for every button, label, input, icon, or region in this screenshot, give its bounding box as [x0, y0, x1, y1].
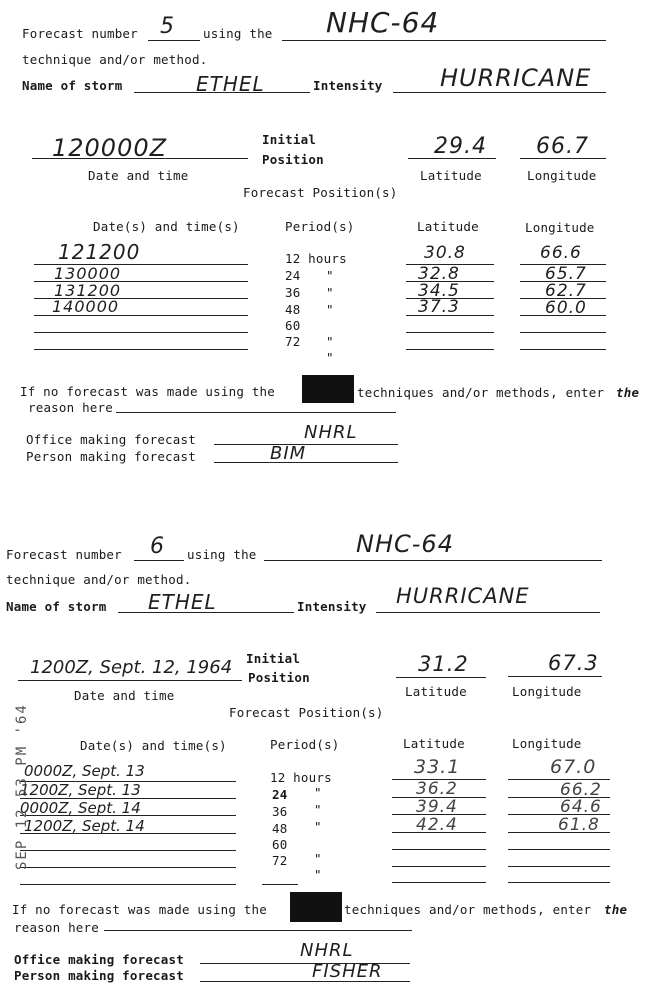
position-label: Position: [248, 670, 310, 685]
periods-header: Period(s): [285, 219, 355, 234]
ditto-mark: ": [314, 819, 322, 834]
initial-datetime-value: 120000Z: [52, 134, 168, 162]
no-forecast-text-2: techniques and/or methods, enter: [357, 385, 605, 400]
row-datetime: 1200Z, Sept. 13: [20, 781, 141, 799]
dates-times-header: Date(s) and time(s): [93, 219, 240, 234]
intensity-label: Intensity: [313, 78, 383, 93]
date-stamp: SEP 12 53 PM '64: [14, 703, 30, 870]
initial-longitude-value: 67.3: [548, 651, 599, 675]
period-label: 24: [285, 268, 301, 283]
reason-label: reason here: [14, 920, 99, 935]
technique-label: technique and/or method.: [22, 52, 208, 67]
ditto-mark: ": [326, 285, 334, 300]
row-datetime: 130000: [54, 264, 122, 283]
row-longitude: 67.0: [550, 756, 597, 778]
period-label: 12 hours: [270, 770, 332, 785]
initial-label: Initial: [262, 132, 317, 147]
forecast-number-value: 5: [160, 14, 175, 39]
ditto-mark: ": [314, 785, 322, 800]
forecast-number-label: Forecast number: [22, 26, 138, 41]
intensity-value: HURRICANE: [440, 64, 592, 92]
row-datetime: 131200: [54, 281, 122, 300]
reason-label: reason here: [28, 400, 113, 415]
period-label: 60: [285, 318, 301, 333]
using-the-label: using the: [187, 547, 257, 562]
row-longitude: 66.2: [560, 780, 602, 800]
row-latitude: 32.8: [418, 264, 460, 284]
latitude-label: Latitude: [420, 168, 482, 183]
redaction-blot: [290, 892, 342, 922]
row-latitude: 39.4: [416, 797, 458, 817]
initial-longitude-value: 66.7: [536, 134, 589, 159]
date-and-time-label: Date and time: [88, 168, 189, 183]
longitude-header: Longitude: [512, 736, 582, 751]
no-forecast-text-2: techniques and/or methods, enter: [344, 902, 592, 917]
row-latitude: 42.4: [416, 815, 458, 835]
ditto-mark: ": [314, 802, 322, 817]
intensity-label: Intensity: [297, 599, 367, 614]
row-longitude: 61.8: [558, 815, 600, 835]
forecast-positions-label: Forecast Position(s): [243, 185, 398, 200]
row-datetime: 0000Z, Sept. 14: [20, 799, 141, 817]
latitude-header: Latitude: [417, 219, 479, 234]
latitude-label: Latitude: [405, 684, 467, 699]
the-label: the: [616, 385, 640, 400]
storm-name-value: ETHEL: [148, 590, 217, 614]
date-and-time-label: Date and time: [74, 688, 175, 703]
initial-latitude-value: 29.4: [434, 134, 487, 159]
intensity-value: HURRICANE: [396, 584, 530, 608]
using-the-label: using the: [203, 26, 273, 41]
row-datetime: 1200Z, Sept. 14: [24, 817, 145, 835]
initial-label: Initial: [246, 651, 301, 666]
forecast-positions-label: Forecast Position(s): [229, 705, 384, 720]
technique-value: NHC-64: [356, 530, 454, 558]
person-value: FISHER: [312, 961, 383, 982]
ditto-mark: ": [326, 350, 334, 365]
ditto-mark: ": [326, 334, 334, 349]
period-label: 24: [272, 787, 288, 802]
ditto-mark: ": [326, 302, 334, 317]
row-longitude: 62.7: [545, 281, 587, 301]
person-value: BIM: [270, 443, 307, 464]
ditto-mark: ": [314, 851, 322, 866]
storm-name-label: Name of storm: [6, 599, 107, 614]
period-label: 72: [272, 853, 288, 868]
row-latitude: 30.8: [424, 243, 466, 263]
storm-name-value: ETHEL: [196, 72, 265, 96]
person-label: Person making forecast: [14, 968, 184, 983]
position-label: Position: [262, 152, 324, 167]
storm-name-label: Name of storm: [22, 78, 123, 93]
office-value: NHRL: [304, 422, 358, 443]
office-label: Office making forecast: [14, 952, 184, 967]
row-latitude: 33.1: [414, 756, 461, 778]
period-label: 60: [272, 837, 288, 852]
row-datetime: 0000Z, Sept. 13: [24, 762, 145, 780]
period-label: 72: [285, 334, 301, 349]
row-datetime: 140000: [52, 297, 120, 316]
row-longitude: 60.0: [545, 298, 587, 318]
row-longitude: 66.6: [540, 243, 582, 263]
the-label: the: [604, 902, 628, 917]
forecast-number-value: 6: [150, 534, 165, 559]
ditto-mark: ": [314, 867, 322, 882]
ditto-mark: ": [326, 268, 334, 283]
longitude-label: Longitude: [512, 684, 582, 699]
initial-datetime-value: 1200Z, Sept. 12, 1964: [30, 657, 233, 678]
office-label: Office making forecast: [26, 432, 196, 447]
initial-latitude-value: 31.2: [418, 652, 469, 676]
row-longitude: 64.6: [560, 797, 602, 817]
dates-times-header: Date(s) and time(s): [80, 738, 227, 753]
period-label: 48: [272, 821, 288, 836]
row-latitude: 36.2: [416, 779, 458, 799]
period-label: 48: [285, 302, 301, 317]
no-forecast-text: If no forecast was made using the: [12, 902, 267, 917]
period-label: 12 hours: [285, 251, 347, 266]
periods-header: Period(s): [270, 737, 340, 752]
period-label: 36: [272, 804, 288, 819]
row-latitude: 37.3: [418, 297, 460, 317]
forecast-number-label: Forecast number: [6, 547, 122, 562]
office-value: NHRL: [300, 940, 354, 961]
redaction-blot: [302, 375, 354, 403]
technique-label: technique and/or method.: [6, 572, 192, 587]
no-forecast-text: If no forecast was made using the: [20, 384, 275, 399]
longitude-label: Longitude: [527, 168, 597, 183]
row-datetime: 121200: [58, 240, 141, 264]
technique-value: NHC-64: [326, 6, 440, 39]
period-label: 36: [285, 285, 301, 300]
longitude-header: Longitude: [525, 220, 595, 235]
row-latitude: 34.5: [418, 281, 460, 301]
person-label: Person making forecast: [26, 449, 196, 464]
latitude-header: Latitude: [403, 736, 465, 751]
row-longitude: 65.7: [545, 264, 587, 284]
